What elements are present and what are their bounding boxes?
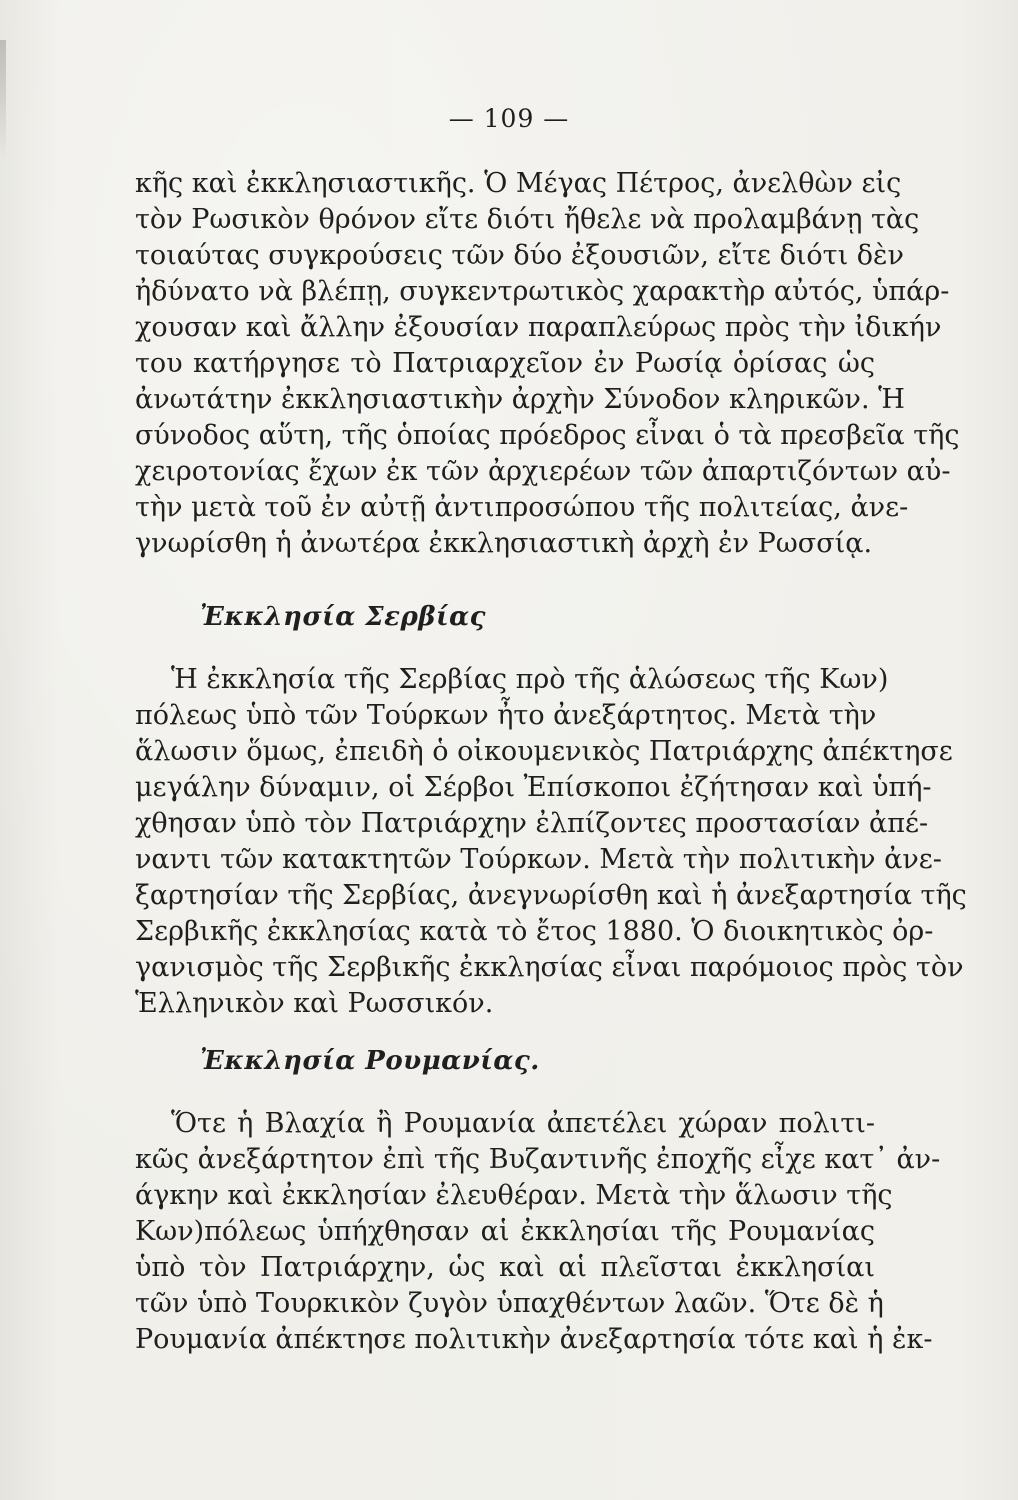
text-line: μεγάλην δύναμιν, οἱ Σέρβοι Ἐπίσκοποι ἐζήτησαν καὶ ὑπή- bbox=[135, 772, 932, 803]
heading-romania: Ἐκκλησία Ρουμανίας. bbox=[200, 1046, 540, 1076]
text-line: ναντι τῶν κατακτητῶν Τούρκων. Μετὰ τὴν πολιτικὴν ἀνε- bbox=[135, 844, 942, 875]
paragraph-russia bbox=[135, 166, 960, 562]
text-line: χθησαν ὑπὸ τὸν Πατριάρχην ἐλπίζοντες προστασίαν ἀπέ- bbox=[135, 808, 929, 839]
text-line: γανισμὸς τῆς Σερβικῆς ἐκκλησίας εἶναι παρόμοιος πρὸς τὸν bbox=[135, 952, 964, 983]
paragraph-serbia bbox=[135, 662, 967, 1022]
text-line: ἀνωτάτην ἐκκλησιαστικὴν ἀρχὴν Σύνοδον κληρικῶν. Ἡ bbox=[135, 384, 905, 415]
text-line: γνωρίσθη ἡ ἀνωτέρα ἐκκλησιαστικὴ ἀρχὴ ἐν Ρωσσίᾳ. bbox=[135, 528, 873, 559]
text-line: κῆς καὶ ἐκκλησιαστικῆς. Ὁ Μέγας Πέτρος, ἀνελθὼν εἰς bbox=[135, 168, 902, 199]
paragraph-romania bbox=[135, 1106, 941, 1358]
text-line: Ὅτε ἡ Βλαχία ἢ Ρουμανία ἀπετέλει χώραν πολιτι- bbox=[171, 1108, 875, 1139]
page-number: — 109 — bbox=[448, 104, 570, 133]
heading-serbia: Ἐκκλησία Σερβίας bbox=[200, 602, 486, 632]
text-line: τοιαύτας συγκρούσεις τῶν δύο ἐξουσιῶν, εἴτε διότι δὲν bbox=[135, 240, 904, 271]
text-line: χειροτονίας ἔχων ἐκ τῶν ἀρχιερέων τῶν ἀπαρτιζόντων αὐ- bbox=[135, 456, 951, 487]
text-line: Κων)πόλεως ὑπήχθησαν αἱ ἐκκλησίαι τῆς Ρουμανίας bbox=[135, 1216, 875, 1247]
text-line: τῶν ὑπὸ Τουρκικὸν ζυγὸν ὑπαχθέντων λαῶν. Ὅτε δὲ ἡ bbox=[135, 1288, 884, 1319]
text-line: άγκην καὶ ἐκκλησίαν ἐλευθέραν. Μετὰ τὴν ἅλωσιν τῆς bbox=[135, 1180, 893, 1211]
text-line: πόλεως ὑπὸ τῶν Τούρκων ἦτο ἀνεξάρτητος. Μετὰ τὴν bbox=[135, 700, 877, 731]
text-line: χουσαν καὶ ἄλλην ἐξουσίαν παραπλεύρως πρὸς τὴν ἰδικήν bbox=[135, 312, 942, 343]
text-line: ξαρτησίαν τῆς Σερβίας, ἀνεγνωρίσθη καὶ ἡ ἀνεξαρτησία τῆς bbox=[135, 880, 967, 911]
text-line: Σερβικῆς ἐκκλησίας κατὰ τὸ ἔτος 1880. Ὁ διοικητικὸς ὀρ- bbox=[135, 916, 934, 947]
text-line: Ρουμανία ἀπέκτησε πολιτικὴν ἀνεξαρτησία τότε καὶ ἡ ἐκ- bbox=[135, 1324, 933, 1355]
text-line: του κατήργησε τὸ Πατριαρχεῖον ἐν Ρωσίᾳ ὁρίσας ὡς bbox=[135, 348, 875, 379]
text-line: ὑπὸ τὸν Πατριάρχην, ὡς καὶ αἱ πλεῖσται ἐκκλησίαι bbox=[135, 1252, 875, 1283]
text-line: τὴν μετὰ τοῦ ἐν αὐτῇ ἀντιπροσώπου τῆς πολιτείας, ἀνε- bbox=[135, 492, 909, 523]
text-line: τὸν Ρωσικὸν θρόνον εἴτε διότι ἤθελε νὰ προλαμβάνῃ τὰς bbox=[135, 204, 920, 235]
text-line: ἅλωσιν ὅμως, ἐπειδὴ ὁ οἰκουμενικὸς Πατριάρχης ἀπέκτησε bbox=[135, 736, 953, 767]
text-line: ἠδύνατο νὰ βλέπῃ, συγκεντρωτικὸς χαρακτὴρ αὐτός, ὑπάρ- bbox=[135, 276, 950, 307]
text-line: σύνοδος αὕτη, τῆς ὁποίας πρόεδρος εἶναι ὁ τὰ πρεσβεῖα τῆς bbox=[135, 420, 960, 451]
page-edge-shadow bbox=[0, 40, 6, 160]
text-line: Ἑλληνικὸν καὶ Ρωσσικόν. bbox=[135, 988, 494, 1019]
text-line: Ἡ ἐκκλησία τῆς Σερβίας πρὸ τῆς ἁλώσεως τῆς Κων) bbox=[171, 664, 889, 695]
text-line: κῶς ἀνεξάρτητον ἐπὶ τῆς Βυζαντινῆς ἐποχῆς εἶχε κατ᾽ ἀν- bbox=[135, 1144, 941, 1175]
